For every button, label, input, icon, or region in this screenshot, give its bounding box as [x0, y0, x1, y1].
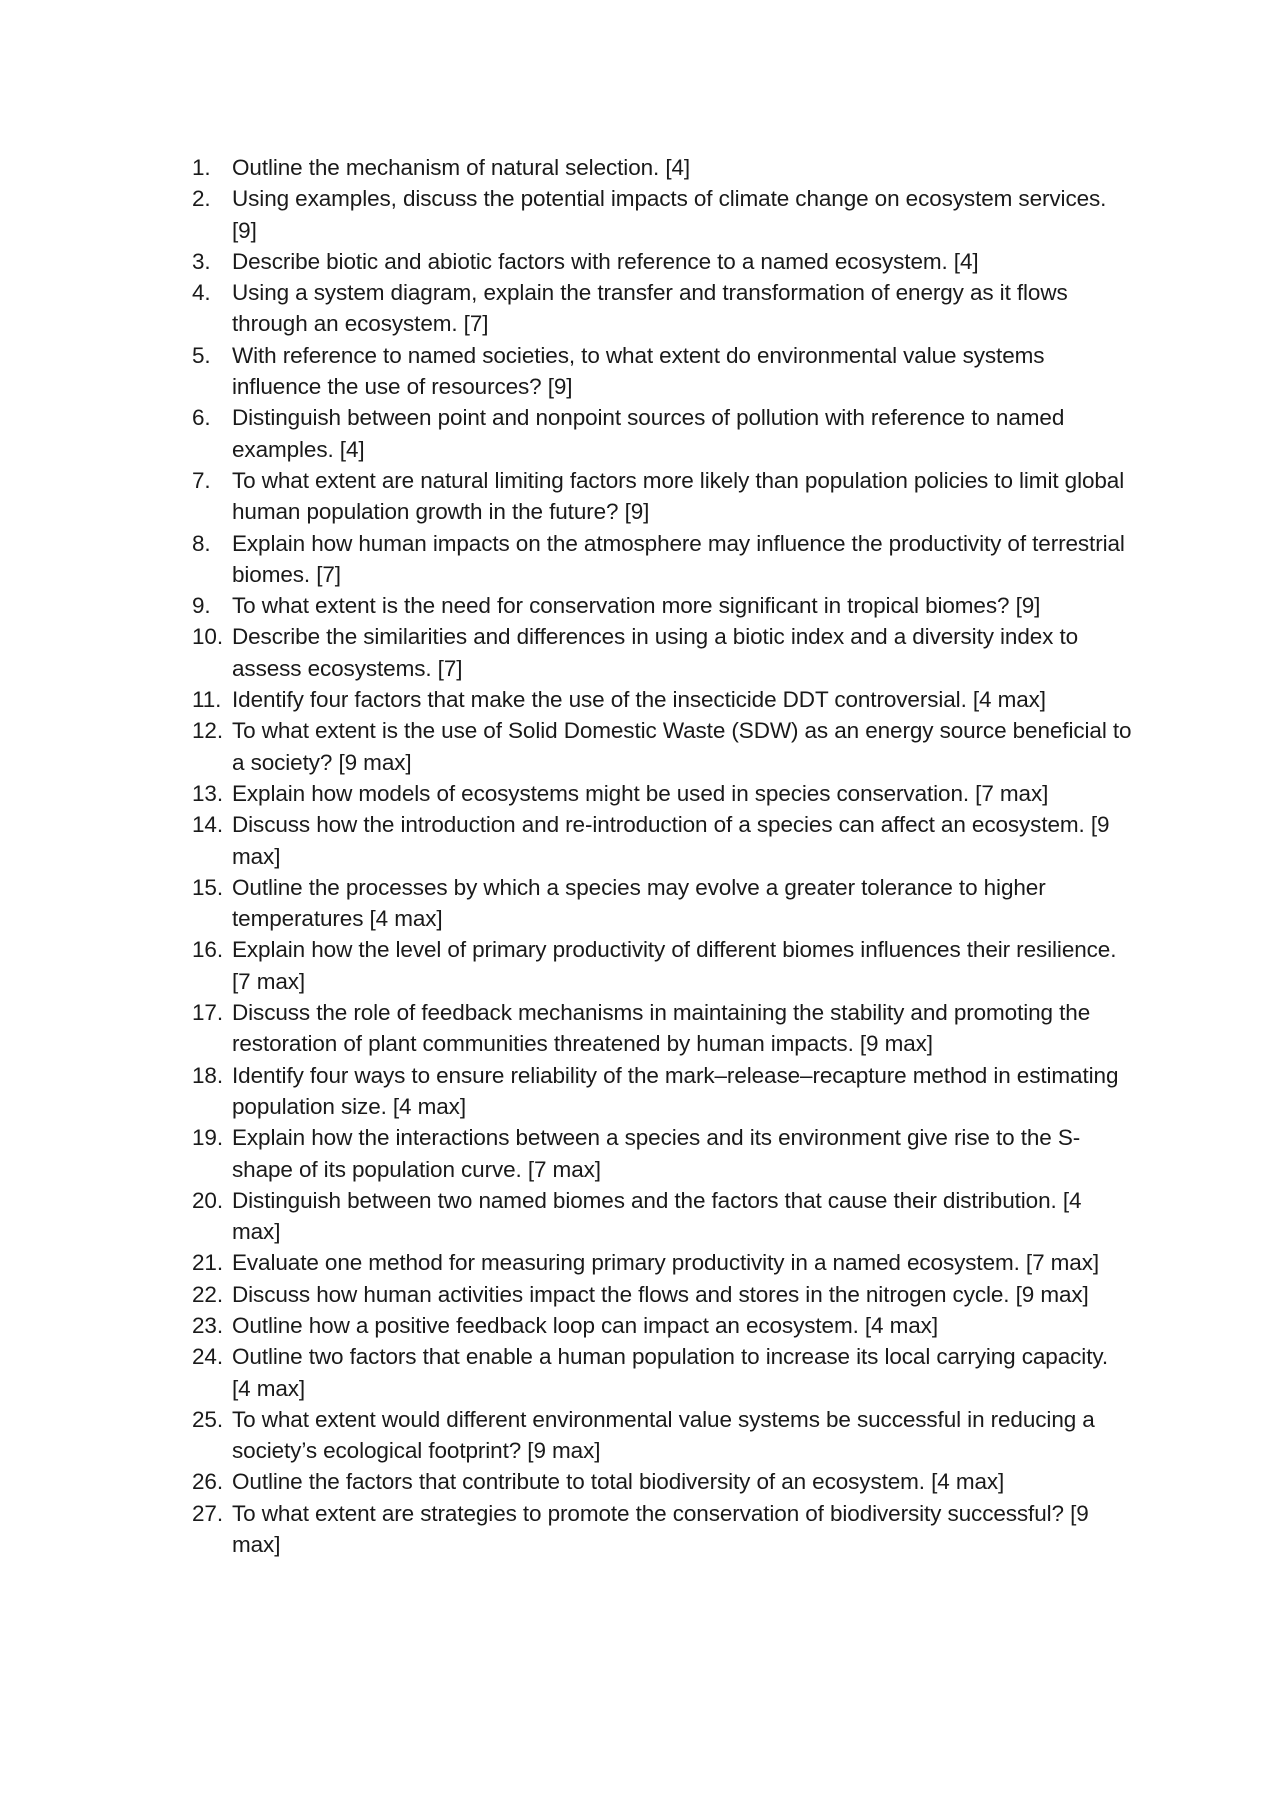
- question-number: 2.: [192, 186, 211, 212]
- question-item: [192, 1310, 1132, 1341]
- question-number: 23.: [192, 1312, 223, 1338]
- question-text: Explain how the level of primary productivity of different biomes influences their resilience. [7 max]: [232, 937, 1117, 994]
- question-number: 8.: [192, 530, 211, 556]
- question-number: 16.: [192, 937, 223, 963]
- question-number: 20.: [192, 1187, 223, 1213]
- question-item: [192, 246, 1132, 277]
- question-text: Describe biotic and abiotic factors with reference to a named ecosystem. [4]: [232, 248, 979, 274]
- question-number: 21.: [192, 1250, 223, 1276]
- question-number: 5.: [192, 342, 211, 368]
- question-item: [192, 1404, 1132, 1467]
- question-text: Explain how models of ecosystems might be used in species conservation. [7 max]: [232, 780, 1049, 806]
- question-text: Evaluate one method for measuring primary productivity in a named ecosystem. [7 max]: [232, 1250, 1100, 1276]
- question-number: 15.: [192, 874, 223, 900]
- question-item: [192, 1279, 1132, 1310]
- question-item: [192, 1466, 1132, 1497]
- question-text: Outline two factors that enable a human population to increase its local carrying capacity. [4 max]: [232, 1344, 1108, 1401]
- question-item: [192, 152, 1132, 183]
- question-text: To what extent is the need for conservation more significant in tropical biomes? [9]: [232, 593, 1041, 619]
- question-text: To what extent are strategies to promote the conservation of biodiversity successful? [9 max]: [232, 1500, 1089, 1558]
- question-item: [192, 1122, 1132, 1185]
- question-number: 6.: [192, 405, 211, 431]
- question-item: [192, 1341, 1132, 1404]
- question-text: Discuss how the introduction and re-introduction of a species can affect an ecosystem. [9 max]: [232, 812, 1110, 869]
- question-item: [192, 528, 1132, 591]
- question-number: 24.: [192, 1344, 223, 1370]
- question-number: 9.: [192, 593, 211, 619]
- question-number: 1.: [192, 155, 211, 180]
- question-item: [192, 277, 1132, 340]
- question-number: 26.: [192, 1469, 223, 1495]
- question-number: 19.: [192, 1125, 223, 1151]
- question-text: Distinguish between point and nonpoint sources of pollution with reference to named examples. [4]: [232, 405, 1065, 462]
- question-text: Identify four factors that make the use of the insecticide DDT controversial. [4 max]: [232, 687, 1046, 713]
- question-number: 13.: [192, 780, 223, 806]
- question-item: [192, 340, 1132, 403]
- question-item: [192, 590, 1132, 621]
- question-text: To what extent would different environmental value systems be successful in reducing a society’s ecological footprint? [9 max]: [232, 1406, 1095, 1464]
- question-text: Discuss how human activities impact the flows and stores in the nitrogen cycle. [9 max]: [232, 1281, 1089, 1307]
- question-item: [192, 1060, 1132, 1123]
- question-number: 27.: [192, 1500, 223, 1526]
- question-item: [192, 183, 1132, 246]
- question-text: Outline how a positive feedback loop can impact an ecosystem. [4 max]: [232, 1312, 938, 1338]
- question-item: [192, 997, 1132, 1060]
- question-number: 22.: [192, 1281, 223, 1307]
- question-number: 18.: [192, 1062, 223, 1088]
- question-item: [192, 872, 1132, 935]
- question-text: Distinguish between two named biomes and the factors that cause their distribution. [4 max]: [232, 1187, 1082, 1245]
- question-item: [192, 402, 1132, 465]
- question-text: Using examples, discuss the potential impacts of climate change on ecosystem services. [9]: [232, 186, 1107, 243]
- question-number: 3.: [192, 248, 211, 274]
- question-item: [192, 715, 1132, 778]
- question-text: Identify four ways to ensure reliability of the mark–release–recapture method in estimating population size. [4 max]: [232, 1062, 1119, 1119]
- question-item: [192, 1247, 1132, 1278]
- question-text: Outline the processes by which a species may evolve a greater tolerance to higher temperatures [4 max]: [232, 874, 1046, 932]
- question-number: 7.: [192, 467, 211, 493]
- question-item: [192, 465, 1132, 528]
- question-item: [192, 684, 1132, 715]
- question-text: Explain how human impacts on the atmosphere may influence the productivity of terrestrial biomes. [7]: [232, 530, 1125, 587]
- question-number: 25.: [192, 1406, 223, 1432]
- question-text: To what extent is the use of Solid Domestic Waste (SDW) as an energy source beneficial to a society? [9 max]: [232, 718, 1132, 775]
- question-text: To what extent are natural limiting factors more likely than population policies to limit global human population growth in the future? [9]: [232, 467, 1125, 525]
- question-number: 11.: [192, 687, 222, 713]
- question-text: Outline the mechanism of natural selection. [4]: [232, 155, 691, 180]
- question-number: 12.: [192, 718, 223, 744]
- question-text: Using a system diagram, explain the transfer and transformation of energy as it flows through an ecosystem. [7]: [232, 280, 1068, 337]
- question-number: 4.: [192, 280, 211, 306]
- question-item: [192, 934, 1132, 997]
- question-text: Outline the factors that contribute to total biodiversity of an ecosystem. [4 max]: [232, 1469, 1005, 1495]
- question-item: [192, 1185, 1132, 1248]
- question-list: [192, 152, 1132, 1560]
- question-number: 17.: [192, 1000, 223, 1026]
- question-text: Describe the similarities and differences in using a biotic index and a diversity index to assess ecosystems. [7]: [232, 624, 1079, 681]
- question-item: [192, 809, 1132, 872]
- question-number: 10.: [192, 624, 223, 650]
- question-number: 14.: [192, 812, 223, 838]
- question-item: [192, 1498, 1132, 1561]
- question-item: [192, 778, 1132, 809]
- question-text: Explain how the interactions between a species and its environment give rise to the S-shape of its population curve. [7 max]: [232, 1125, 1081, 1182]
- question-text: Discuss the role of feedback mechanisms in maintaining the stability and promoting the restoration of plant communities threatened by human impacts. [9 max]: [232, 1000, 1091, 1057]
- question-text: With reference to named societies, to what extent do environmental value systems influence the use of resources? [9]: [232, 342, 1045, 400]
- question-item: [192, 621, 1132, 684]
